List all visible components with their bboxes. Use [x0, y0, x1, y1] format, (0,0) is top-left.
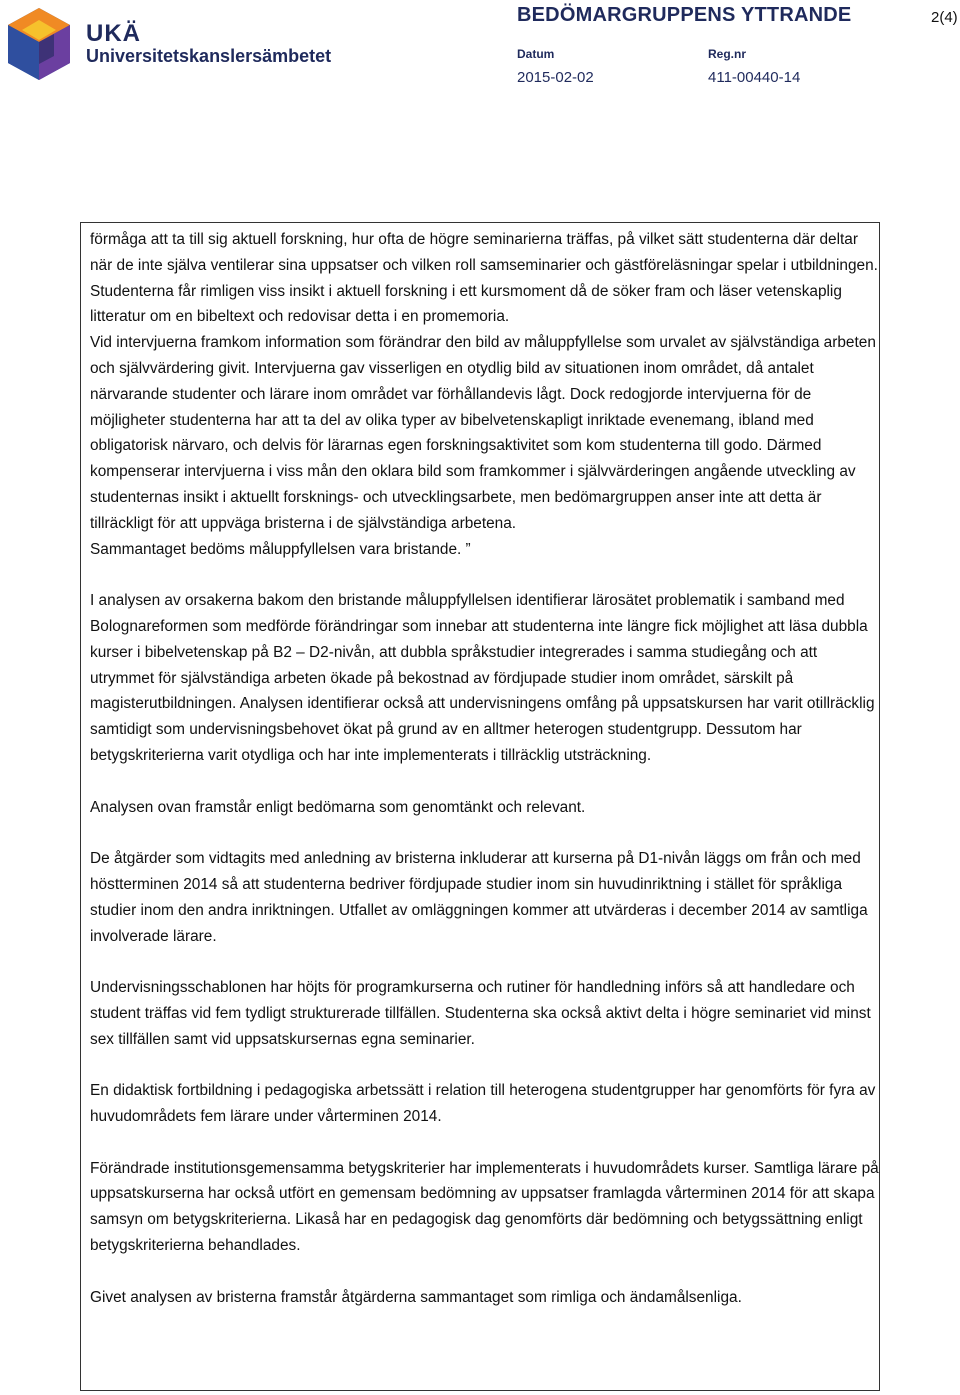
- paragraph-analysis: I analysen av orsakerna bakom den bristande måluppfyllelsen identifierar lärosätet problematik i samband med Bolognareformen som medförde förändringar som innebar att studenterna inte längre fick möjlighet att läsa dubbla kurser i bibelvetenskap på B2 – D2-nivån, att dubbla språkstudier integrerades i samma studiegång och att utrymmet för självständiga arbeten ökade på bekostnad av fördjupade studier inom området, särskilt på magisterutbildningen. Analysen identifierar också att undervisningens omfång på uppsatskursen har varit otillräcklig samtidigt som undervisningsbehovet ökat på grund av en alltmer heterogen studentgrupp. Dessutom har betygskriterierna varit otydliga och har inte implementerats i tillräcklig utsträckning.: [90, 592, 875, 764]
- reg-number-value: 411-00440-14: [708, 69, 801, 86]
- paragraph-measures-training: En didaktisk fortbildning i pedagogiska arbetssätt i relation till heterogena studentgrupper har genomförts för fyra av huvudområdets fem lärare under vårterminen 2014.: [90, 1082, 876, 1126]
- paragraph-quoted-interviews: Vid intervjuerna framkom information som förändrar den bild av måluppfyllelse som urvalet av självständiga arbeten och självvärdering givit. Intervjuerna gav visserligen en otydlig bild av situationen inom området, då antalet närvarande studenter och lärare inom området var förhållandevis lågt. Dock redogjorde intervjuerna för de möjligheter studenterna har att ta del av olika typer av bibelvetenskapligt inriktade evenemang, ibland med obligatorisk närvaro, och delvis för lärarnas egen forskningsaktivitet som kom studenterna till godo. Därmed kompenserar intervjuerna i viss mån den oklara bild som framkommer i självvärderingen angående utveckling av studenternas insikt i aktuellt forsknings- och utvecklingsarbete, men bedömargruppen anser inte att detta är tillräckligt för att uppväga bristerna i de självständiga arbetena.: [90, 334, 876, 532]
- date-value: 2015-02-02: [517, 69, 594, 86]
- date-label: Datum: [517, 47, 555, 61]
- page-number: 2(4): [931, 9, 958, 26]
- paragraph-analysis-assessment: Analysen ovan framstår enligt bedömarna som genomtänkt och relevant.: [90, 798, 586, 816]
- logo-abbreviation: UKÄ: [86, 20, 141, 47]
- paragraph-measures-grading: Förändrade institutionsgemensamma betygskriterier har implementerats i huvudområdets kurser. Samtliga lärare på uppsatskurserna har också utfört en gemensam bedömning av uppsatser framlagda vårterminen 2014 för att skapa samsyn om betygskriterierna. Likaså har en pedagogisk dag genomförts där bedömning och betygssättning enligt betygskriterierna behandlades.: [90, 1159, 879, 1255]
- paragraph-quoted-research: förmåga att ta till sig aktuell forskning, hur ofta de högre seminarierna träffas, på vilket sätt studenterna där deltar när de inte själva ventilerar sina uppsatser och vilken roll samseminarier och gästföreläsningar spelar i utbildningen. Studenterna får rimligen viss insikt i aktuell forskning i ett kursmoment då de söker fram och läser vetenskaplig litteratur om en bibeltext och redovisar detta i en promemoria.: [90, 231, 878, 326]
- uka-logo-icon: [6, 6, 72, 82]
- paragraph-quoted-summary: Sammantaget bedöms måluppfyllelsen vara bristande. ”: [90, 540, 471, 558]
- paragraph-measures-courses: De åtgärder som vidtagits med anledning av bristerna inkluderar att kurserna på D1-nivån läggs om från och med höstterminen 2014 så att studenterna bedriver fördjupade studier inom sin huvudinriktning i stället för språkliga studier inom den andra inriktningen. Utfallet av omläggningen kommer att utvärderas i december 2014 av samtliga involverade lärare.: [90, 850, 868, 945]
- document-title: BEDÖMARGRUPPENS YTTRANDE: [517, 4, 852, 26]
- paragraph-conclusion: Givet analysen av bristerna framstår åtgärderna sammantaget som rimliga och ändamålsenliga.: [90, 1288, 742, 1306]
- reg-number-label: Reg.nr: [708, 47, 747, 61]
- document-body: [90, 227, 880, 1310]
- logo-organization-name: Universitetskanslersämbetet: [86, 46, 332, 66]
- paragraph-measures-supervision: Undervisningsschablonen har höjts för programkurserna och rutiner för handledning införs så att handledare och student träffas vid fem tydligt strukturerade tillfällen. Studenterna ska också aktivt delta i högre seminariet vid minst sex tillfällen samt vid uppsatskursernas egna seminarier.: [90, 979, 871, 1048]
